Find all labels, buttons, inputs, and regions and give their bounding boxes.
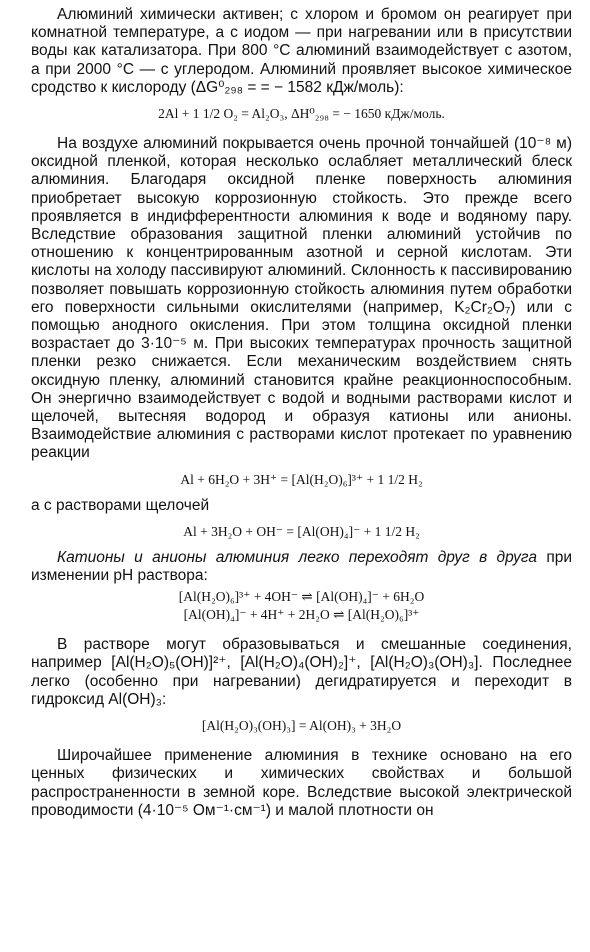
equation-acid-reaction: Al + 6H₂O + 3H⁺ = [Al(H₂O)₆]³⁺ + 1 1/2 H₂ — [180, 471, 423, 487]
paragraph-ion-transition — [31, 549, 572, 585]
equation-cation-to-anion: [Al(H₂O)₆]³⁺ + 4OH⁻ ⇌ [Al(OH)₄]⁻ + 6H₂O — [178, 589, 425, 605]
paragraph-alkali-intro: а с растворами щелочей — [31, 496, 210, 514]
paragraph-mixed-compounds: В растворе могут образовываться и смешанные соединения, например [Al(H₂O)₅(OH)]²⁺, [Al(H₂O)₄(OH)₂]⁺, [Al(H₂O)₃(OH)₃]. Последнее легко (особенно при нагревании) дегидратируется и переходит в гидроксид Al(OH)₃: — [31, 636, 572, 708]
equation-oxide-formation: 2Al + 1 1/2 O₂ = Al₂O₃, ΔH⁰₂₉₈ = − 1650 кДж/моль. — [158, 106, 445, 122]
italic-emphasis: Катионы и анионы алюминия легко переходят друг в друга — [57, 548, 538, 566]
equation-anion-to-cation: [Al(OH)₄]⁻ + 4H⁺ + 2H₂O ⇌ [Al(H₂O)₆]³⁺ — [183, 607, 420, 623]
paragraph-reactivity: Алюминий химически активен; с хлором и бромом он реагирует при комнатной температуре, а с иодом — при нагревании или в присутствии воды как катализатора. При 800 °С алюминий взаимодействует с азотом, а при 2000 °С — с углеродом. Алюминий проявляет высокое химическое сродство к кислороду (ΔG⁰₂₉₈ = = − 1582 кДж/моль): — [31, 6, 572, 96]
paragraph-applications: Широчайшее применение алюминия в технике основано на его ценных физических и химических свойствах и большой распространенности в земной коре. Вследствие высокой электрической проводимости (4·10⁻⁵ Ом⁻¹·см⁻¹) и малой плотности он — [31, 747, 572, 819]
equation-alkali-reaction: Al + 3H₂O + OH⁻ = [Al(OH)₄]⁻ + 1 1/2 H₂ — [183, 523, 420, 539]
paragraph-ion-transition-rest: при изменении pH раствора: — [31, 548, 572, 585]
equation-dehydration: [Al(H₂O)₃(OH)₃] = Al(OH)₃ + 3H₂O — [201, 718, 402, 734]
paragraph-oxide-film: На воздухе алюминий покрывается очень прочной тончайшей (10⁻⁸ м) оксидной пленкой, которая несколько ослабляет металлический блеск алюминия. Благодаря оксидной пленке поверхность алюминия приобретает высокую коррозионную стойкость. Это прежде всего проявляется в индифферентности алюминия к воде и водяному пару. Вследствие образования защитной пленки алюминий устойчив по отношению к концентрированным азотной и серной кислотам. Эти кислоты на холоду пассивируют алюминий. Склонность к пассивированию позволяет повышать коррозионную стойкость алюминия путем обработки его поверхности сильными окислителями (например, K₂Cr₂O₇) или с помощью анодного окисления. При этом толщина оксидной пленки возрастает до 3·10⁻⁵ м. При высоких температурах прочность защитной пленки резко снижается. Если механическим воздействием снять оксидную пленку, алюминий становится крайне реакционноспособным. Он энергично взаимодействует с водой и водными растворами кислот и щелочей, вытесняя водород и образуя катионы или анионы. Взаимодействие алюминия с растворами кислот протекает по уравнению реакции — [31, 135, 572, 462]
